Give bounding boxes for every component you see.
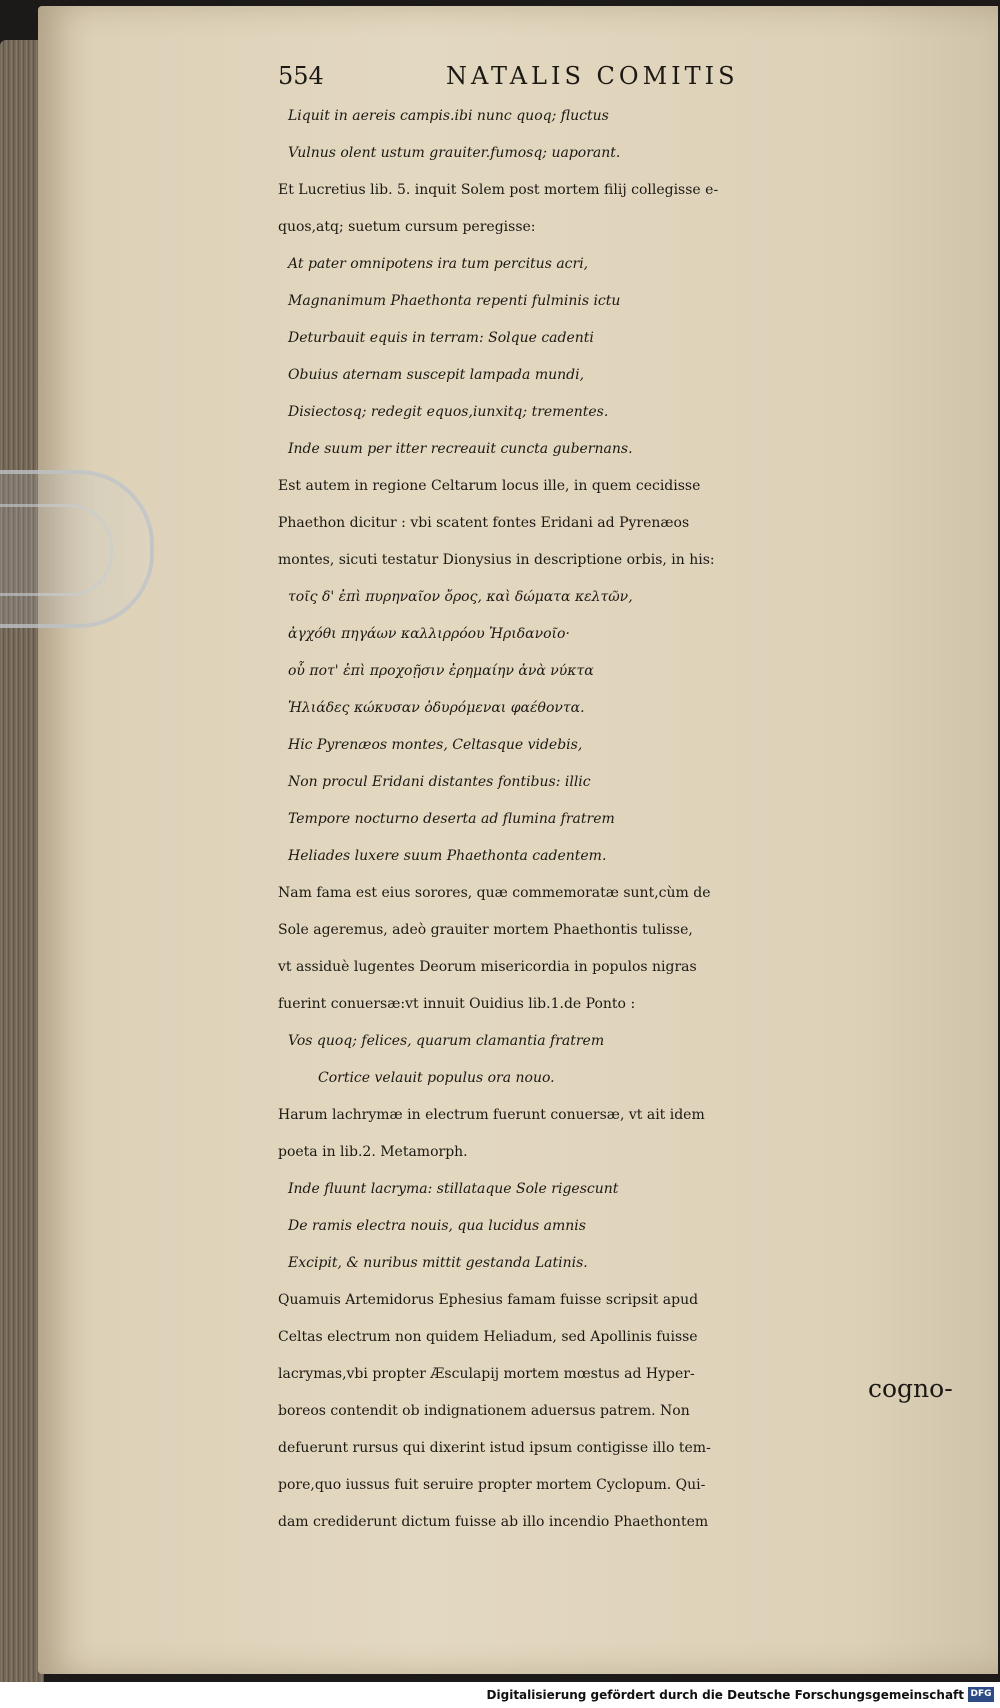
- page-text: [278, 98, 938, 1541]
- text-line: οὗ ποτ' ἐπὶ προχοῇσιν ἐρημαίην ἀνὰ νύκτα: [288, 663, 594, 679]
- text-line: Magnanimum Phaethonta repenti fulminis ictu: [288, 293, 621, 309]
- text-line: boreos contendit ob indignationem aduersus patrem. Non: [278, 1403, 690, 1419]
- text-line: Vulnus olent ustum grauiter.fumosq; uaporant.: [288, 145, 621, 161]
- page-header: [278, 62, 888, 96]
- text-line: Inde fluunt lacryma: stillataque Sole rigescunt: [288, 1181, 619, 1197]
- text-line: Excipit, & nuribus mittit gestanda Latinis.: [288, 1255, 588, 1271]
- text-line: ἀγχόθι πηγάων καλλιρρόου Ἠριδανοῖο·: [288, 626, 570, 642]
- text-line: Tempore nocturno deserta ad flumina fratrem: [288, 811, 615, 827]
- text-line: Disiectosq; redegit equos,iunxitq; trementes.: [288, 404, 609, 420]
- text-line: Quamuis Artemidorus Ephesius famam fuisse scripsit apud: [278, 1292, 699, 1308]
- text-line: Inde suum per itter recreauit cuncta gubernans.: [288, 441, 633, 457]
- page-clip: [0, 470, 154, 628]
- footer-bar: [0, 1682, 1000, 1708]
- text-line: Phaethon dicitur : vbi scatent fontes Eridani ad Pyrenæos: [278, 515, 690, 531]
- catchword: cogno-: [868, 1374, 953, 1403]
- text-line: Vos quoq; felices, quarum clamantia fratrem: [288, 1033, 605, 1049]
- text-line: lacrymas,vbi propter Æsculapij mortem mœstus ad Hyper-: [278, 1366, 695, 1382]
- text-line: defuerunt rursus qui dixerint istud ipsum contigisse illo tem-: [278, 1440, 711, 1456]
- text-line: dam crediderunt dictum fuisse ab illo incendio Phaethontem: [278, 1514, 709, 1530]
- text-line: Hic Pyrenæos montes, Celtasque videbis,: [288, 737, 583, 753]
- text-line: Deturbauit equis in terram: Solque cadenti: [288, 330, 594, 346]
- text-line: Harum lachrymæ in electrum fuerunt conuersæ, vt ait idem: [278, 1107, 705, 1123]
- text-line: Liquit in aereis campis.ibi nunc quoq; fluctus: [288, 108, 609, 124]
- text-line: Sole ageremus, adeò grauiter mortem Phaethontis tulisse,: [278, 922, 693, 938]
- text-line: pore,quo iussus fuit seruire propter mortem Cyclopum. Qui-: [278, 1477, 706, 1493]
- dfg-logo: DFG: [968, 1687, 994, 1702]
- text-line: quos,atq; suetum cursum peregisse:: [278, 219, 536, 235]
- text-line: Est autem in regione Celtarum locus ille, in quem cecidisse: [278, 478, 701, 494]
- text-line: Cortice velauit populus ora nouo.: [318, 1070, 555, 1086]
- text-line: Non procul Eridani distantes fontibus: illic: [288, 774, 591, 790]
- text-line: poeta in lib.2. Metamorph.: [278, 1144, 468, 1160]
- footer-credit: Digitalisierung gefördert durch die Deutsche Forschungsgemeinschaft: [486, 1688, 964, 1702]
- text-line: De ramis electra nouis, qua lucidus amnis: [288, 1218, 586, 1234]
- text-line: At pater omnipotens ira tum percitus acri,: [288, 256, 589, 272]
- text-line: τοῖς δ' ἐπὶ πυρηναῖον ὄρος, καὶ δώματα κελτῶν,: [288, 589, 633, 605]
- text-line: montes, sicuti testatur Dionysius in descriptione orbis, in his:: [278, 552, 715, 568]
- text-line: Nam fama est eius sorores, quæ commemoratæ sunt,cùm de: [278, 885, 711, 901]
- page-number: 554: [278, 62, 324, 90]
- text-line: Heliades luxere suum Phaethonta cadentem.: [288, 848, 607, 864]
- text-line: Obuius aternam suscepit lampada mundi,: [288, 367, 585, 383]
- text-line: Ἡλιάδες κώκυσαν ὀδυρόμεναι φαέθοντα.: [288, 700, 585, 716]
- text-line: Et Lucretius lib. 5. inquit Solem post mortem filij collegisse e-: [278, 182, 719, 198]
- text-line: Celtas electrum non quidem Heliadum, sed Apollinis fuisse: [278, 1329, 698, 1345]
- text-line: vt assiduè lugentes Deorum misericordia in populos nigras: [278, 959, 697, 975]
- text-line: fuerint conuersæ:vt innuit Ouidius lib.1.de Ponto :: [278, 996, 636, 1012]
- running-title: NATALIS COMITIS: [446, 62, 739, 90]
